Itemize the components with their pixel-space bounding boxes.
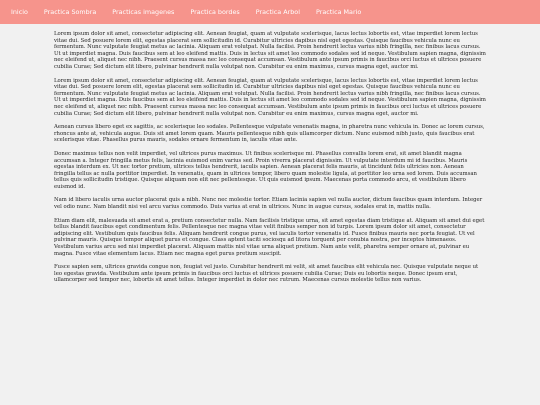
nav-link-practica-sombra[interactable]: Practica Sombra bbox=[43, 8, 97, 16]
paragraph-4: Donec maximus tellus non velit imperdiet, vel ultrices purus maximus. Ut finibus scelerisque mi. Phasellus convallis lorem erat, sit amet blandit magna accumsan a. Integer fringilla metus felis, lacinia euismod enim varius sed. Proin viverra placerat dignissim. Ut vulputate interdum mi id faucibus. Mauris egestas interdum ex. Ut nec tortor pretium, ultrices tellus hendrerit, iaculis sapien. Aenean placerat felis mauris, at tincidunt felis ultricies non. Aenean fringilla tellus ac nulla porttitor imperdiet. In venenatis, quam in ultrices tempor, libero quam molestie ligula, at porttitor leo urna sed lorem. Duis accumsan tellus quis sollicitudin tristique. Quisque aliquam non elit nec pellentesque. Ut quis euismod ipsum. Maecenas porta commodo arcu, et vestibulum libero euismod id. bbox=[54, 150, 477, 190]
nav-link-practica-arbol[interactable]: Practica Arbol bbox=[255, 8, 300, 16]
paragraph-2: Lorem ipsum dolor sit amet, consectetur adipiscing elit. Aenean feugiat, quam at vulputate scelerisque, lacus lectus lobortis est, vitae imperdiet lorem lectus vitae dui. Sed posuere lorem elit, egestas placerat sem sollicitudin id. Curabitur ultricies dapibus nisl eget egestas. Quisque faucibus vehicula nunc eu fermentum. Nunc vulputate feugiat metus ac lacinia. Aliquam erat volutpat. Nulla facilisi. Proin hendrerit lectus varius nibh fringilla, nec finibus lacus cursus. Ut ut imperdiet magna. Duis faucibus sem at leo eleifend mattis. Duis in lectus sit amet leo commodo sodales sed id neque. Vestibulum sapien magna, dignissim nec eleifend ut, aliquet nec nibh. Praesent cursus massa nec leo consequat accumsan. Vestibulum ante ipsum primis in faucibus orci luctus et ultrices posuere cubilia Curae; Sed dictum elit libero, pulvinar hendrerit nulla volutpat non. Curabitur eu enim maximus, cursus magna eget, auctor mi. bbox=[54, 77, 486, 117]
paragraph-7: Fusce sapien sem, ultrices gravida congue non, feugiat vel justo. Curabitur hendrerit mi velit, sit amet faucibus elit vehicula nec. Quisque vulputate neque ut leo egestas gravida. Vestibulum ante ipsum primis in faucibus orci luctus et ultrices posuere cubilia Curae; Duis eu lobortis neque. Donec ipsum erat, ullamcorper sed tempor nec, lobortis sit amet tellus. Integer imperdiet in dolor nec rutrum. Maecenas cursus molestie tellus non varius. bbox=[54, 264, 479, 284]
paragraph-1: Lorem ipsum dolor sit amet, consectetur adipiscing elit. Aenean feugiat, quam at vulputate scelerisque, lacus lectus lobortis est, vitae imperdiet lorem lectus vitae dui. Sed posuere lorem elit, egestas placerat sem sollicitudin id. Curabitur ultricies dapibus nisl eget egestas. Quisque faucibus vehicula nunc eu fermentum. Nunc vulputate feugiat metus ac lacinia. Aliquam erat volutpat. Nulla facilisi. Proin hendrerit lectus varius nibh fringilla, nec finibus lacus cursus. Ut ut imperdiet magna. Duis faucibus sem at leo eleifend mattis. Duis in lectus sit amet leo commodo sodales sed id neque. Vestibulum sapien magna, dignissim nec eleifend ut, aliquet nec nibh. Praesent cursus massa nec leo consequat accumsan. Vestibulum ante ipsum primis in faucibus orci luctus et ultrices posuere cubilia Curae; Sed dictum elit libero, pulvinar hendrerit nulla volutpat non. Curabitur eu enim maximus, cursus magna eget, auctor mi. bbox=[54, 31, 486, 70]
top-navigation-bar bbox=[0, 0, 540, 24]
paragraph-3: Aenean cursus libero eget ex sagittis, ac scelerisque leo sodales. Pellentesque vulputate venenatis magna, in pharetra nunc vehicula in. Donec ac lorem cursus, rhoncus ante at, vehicula augue. Duis sit amet lorem quam. Mauris pellentesque nibh quis ullamcorper dictum. Nunc euismod nibh justo, quis faucibus erat scelerisque vitae. Phasellus purus mauris, sodales ornare fermentum in, iaculis vitae ante. bbox=[54, 124, 485, 144]
nav-link-practicas-imagenes[interactable]: Practicas imagenes bbox=[112, 8, 175, 16]
paragraph-6: Etiam diam elit, malesuada sit amet erat a, pretium consectetur nulla. Nam facilisis tristique urna, sit amet egestas diam tristique at. Aliquam sit amet dui eget tellus blandit faucibus eget condimentum felis. Pellentesque nec magna vitae velit finibus semper non id turpis. Lorem ipsum dolor sit amet, consectetur adipiscing elit. Vestibulum quis faucibus felis. Aliquam hendrerit congue purus, vel iaculis tortor venenatis id. Fusce finibus mauris nec porta feugiat. Ut vel pulvinar mauris. Quisque tempor aliquet purus et congue. Class aptent taciti sociosqu ad litora torquent per conubia nostra, per inceptos himenaeos. Vestibulum varius arcu sed nisi imperdiet placerat. Aliquam mattis nisl vitae urna aliquet pretium. Nam ante velit, pharetra semper ornare at, pulvinar eu magna. Fusce vitae elementum lacus. Etiam nec magna eget purus pretium suscipit. bbox=[54, 217, 485, 257]
nav-link-inicio[interactable]: Inicio bbox=[11, 8, 28, 16]
paragraph-5: Nam id libero iaculis urna auctor placerat quis a nibh. Nunc nec molestie tortor. Etiam lacinia sapien vel nulla auctor, dictum faucibus quam interdum. Integer vel odio nunc. Nam blandit nisi vel arcu varius commodo. Duis varius at erat in ultrices. Nunc in augue cursus, sodales erat in, mattis nulla. bbox=[54, 197, 483, 211]
nav-link-practica-mario[interactable]: Practica Mario bbox=[316, 8, 362, 16]
main-content bbox=[54, 31, 486, 291]
nav-link-practica-bordes[interactable]: Practica bordes bbox=[190, 8, 240, 16]
